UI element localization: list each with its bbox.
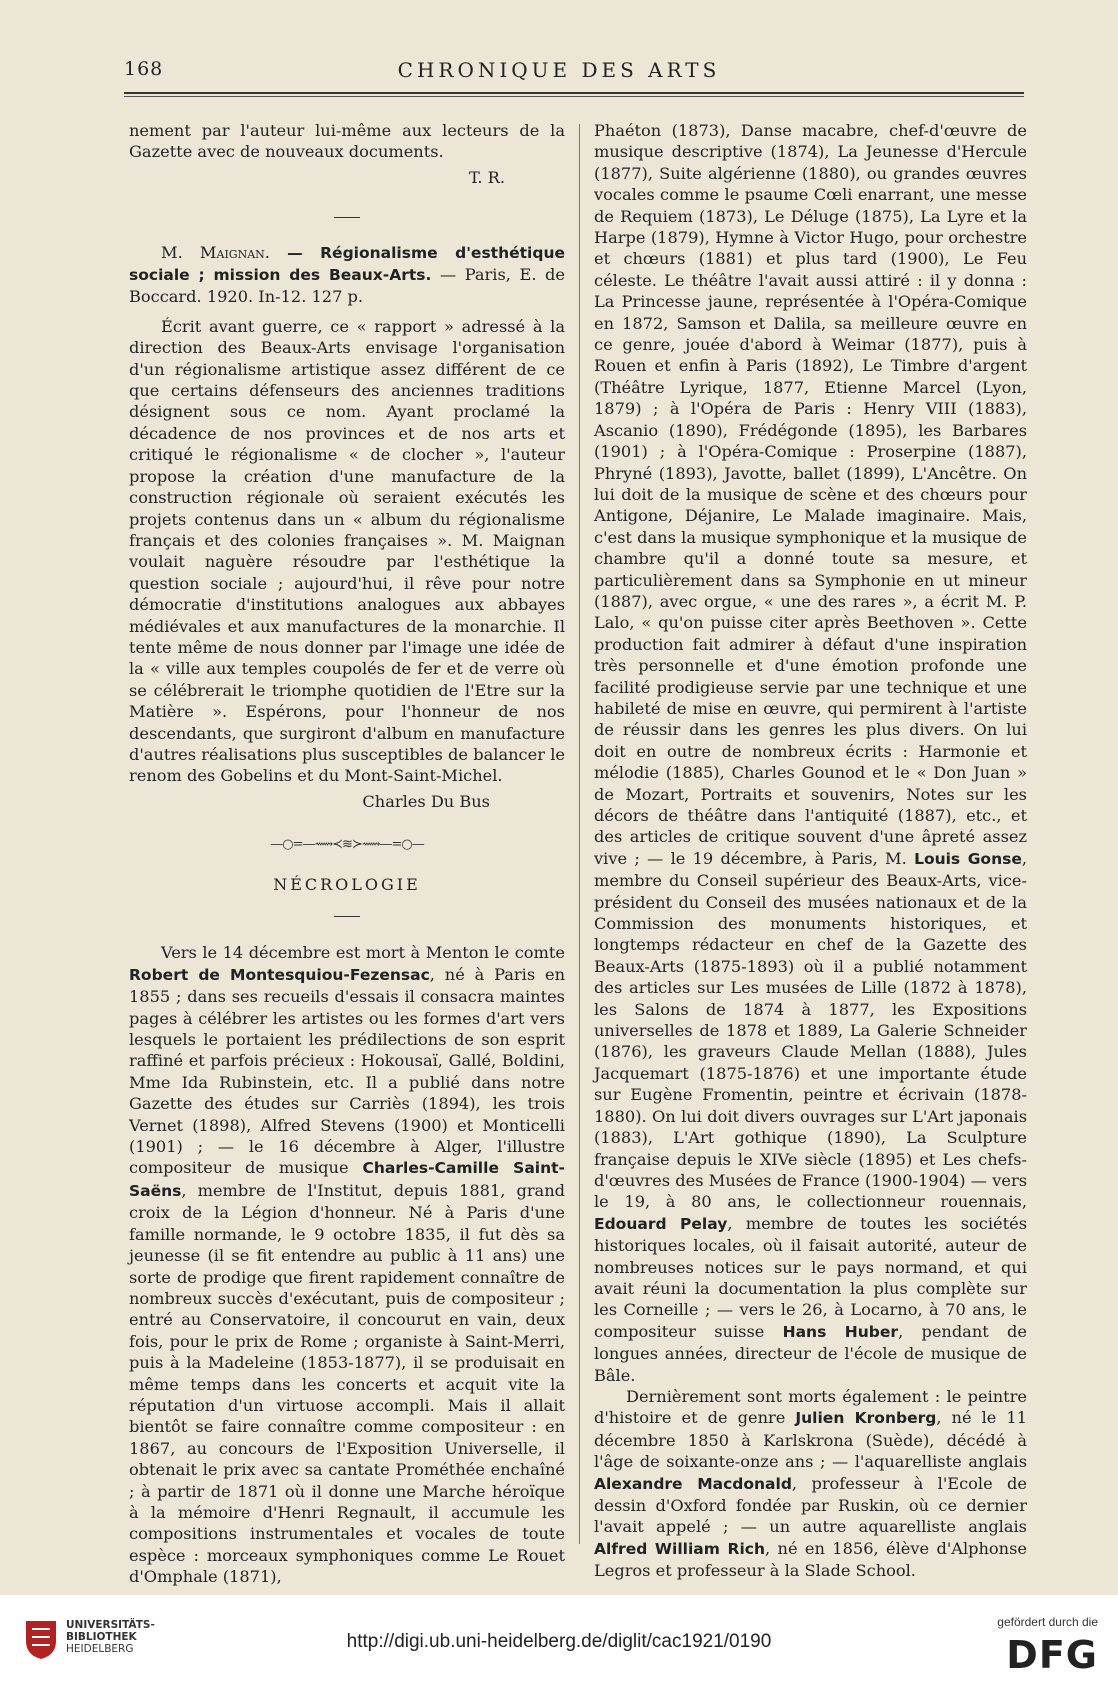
name-rich: Alfred William Rich [594,1539,765,1558]
right-column [594,120,1027,1582]
kronberg-text: , né le 11 décembre 1850 à Karlskrona (Suède), décédé à l'âge de soixante-onze ans ; — l'aquarelliste anglais [594,1408,1027,1472]
separator-dash-2 [129,905,565,926]
necro-text-2: , né à Paris en 1855 ; dans ses recueils d'essais il consacra maintes pages à célébrer les artistes ou les formes d'art vers lesquels le portaient les prédilections de son esprit raffiné et parfois précieux : Hokousaï, Gallé, Boldini, Mme Ida Rubinstein, etc. Il a publié dans notre Gazette des études sur Carriès (1894), les trois Vernet (1898), Alfred Stevens (1900) et Monticelli (1901) ; — le 16 décembre à Alger, l'illustre compositeur de musique [129,964,565,1178]
review-body: Écrit avant guerre, ce « rapport » adressé à la direction des Beaux-Arts envisage l'organisation d'un régionalisme artistique assez différent de ce que certains défenseurs des anciennes traditions désignent sous ce nom. Ayant proclamé la décadence de nos provinces et de nos arts et critiqué le régionalisme « de clocher », l'auteur propose la création d'une manufacture de la construction régionale où seraient exécutés les projets contenus dans un « album du régionalisme français et des colonies françaises ». M. Maignan voulait naguère résoudre par l'esthétique la question sociale ; aujourd'hui, il rêve pour notre démocratie d'institutions analogues aux abbayes médiévales et aux manufactures de la monarchie. Il tente même de nous donner par l'image une idée de la « ville aux temples coupolés de fer et de verre où se célébrerait le triomphe quotidien de l'Etre sur la Matière ». Espérons, pour l'honneur de nos descendants, que surgiront d'album en manufacture d'autres réalisations plus susceptibles de balancer le renom des Gobelins et du Mont-Saint-Michel. [129,316,565,786]
huber-text: , pendant de longues années, directeur de l'école de musique de Bâle. [594,1321,1027,1385]
rich-text: , né en 1856, élève d'Alphonse Legros et professeur à la Slade School. [594,1538,1027,1581]
review-heading [129,242,565,308]
necro-text-3: , membre de l'Institut, depuis 1881, grand croix de la Légion d'honneur. Né à Paris d'une famille normande, le 9 octobre 1835, il fut dès sa jeunesse (il se fit entendre au public à 11 ans) une sorte de prodige que firent rapidement connaître de nombreux succès d'exécutant, puis de compositeur ; entré au Conservatoire, il concourut en vain, deux fois, pour le prix de Rome ; organiste à Saint-Merri, puis à la Madeleine (1853-1877), il se produisait en même temps dans les concerts et acquit vite la réputation d'un virtuose accompli. Mais il allait bientôt se faire connaître comme compositeur : en 1867, au concours de l'Exposition Universelle, il obtenait le prix avec sa cantate Prométhée enchaîné ; à partir de 1871 où il donne une Marche héroïque à la mémoire d'Henri Regnault, il accumule les compositions instrumentales et vocales de toute espèce : morceaux symphoniques comme Le Rouet d'Omphale (1871), [129,1180,565,1587]
paragraph-continuation: nement par l'auteur lui-même aux lecteurs de la Gazette avec de nouveaux documents. [129,121,565,162]
macdonald-text: , professeur à l'Ecole de dessin d'Oxford fondée par Ruskin, où ce dernier l'avait appelé ; — un autre aquarelliste anglais [594,1473,1027,1537]
saint-saens-works: Phaéton (1873), Danse macabre, chef-d'œuvre de musique descriptive (1874), La Jeunesse d'Hercule (1877), Suite algérienne (1880), ou grandes œuvres vocales comme le psaume Cœli enarrant, une messe de Requiem (1873), Le Déluge (1875), La Lyre et la Harpe (1879), Hymne à Victor Hugo, pour orchestre et chœurs (1881) et plus tard (1900), Le Feu céleste. Le théâtre l'avait aussi attiré : il y donna : La Princesse jaune, représentée à l'Opéra-Comique en 1872, Samson et Dalila, sa meilleure œuvre en ce genre, jouée d'abord à Weimar (1877), puis à Rouen et enfin à Paris (1892), Le Timbre d'argent (Théâtre Lyrique, 1877, Etienne Marcel (Lyon, 1879) ; à l'Opéra de Paris : Henry VIII (1883), Ascanio (1890), Frédégonde (1895), les Barbares (1901) ; à l'Opéra-Comique : Proserpine (1887), Phryné (1893), Javotte, ballet (1899), L'Ancêtre. On lui doit de la musique de scène et des chœurs pour Antigone, Déjanire, Le Malade imaginaire. Mais, c'est dans la musique symphonique et la musique de chambre qu'il a donné toute sa mesure, et particulièrement dans sa Symphonie en ut mineur (1887), avec orgue, « une des rares », a écrit M. P. Lalo, « qu'on puisse citer après Beethoven ». Cette production fait admirer à défaut d'une inspiration très personnelle et d'une émotion profonde une facilité prodigieuse servie par une technique et une habileté de mise en œuvre, qui permirent à l'artiste de réussir dans les genres les plus divers. On lui doit en outre de nombreux écrits : Harmonie et mélodie (1885), Charles Gounod et le « Don Juan » de Mozart, Portraits et souvenirs, Notes sur les décors de théâtre dans l'antiquité (1887), etc., et des articles de critique souvent d'une âpreté assez vive ; — le 19 décembre, à Paris, M. [594,121,1027,868]
left-column [129,120,565,1588]
name-saint-saens: Charles-Camille Saint-Saëns [129,1159,565,1200]
pelay-text: , membre de toutes les sociétés historiques locales, où il faisait autorité, auteur de nombreuses notices sur le pays normand, et qui avait réuni la documentation la plus complète sur les Corneille ; — vers le 26, à Locarno, à 70 ans, le compositeur suisse [594,1213,1027,1341]
column-divider [579,124,580,1544]
dfg-logo: DFG [1006,1633,1098,1677]
permalink-url[interactable]: http://digi.ub.uni-heidelberg.de/diglit/cac1921/0190 [346,1631,772,1652]
library-line-2: BIBLIOTHEK [66,1631,137,1643]
review-publication: — Paris, E. de Boccard. 1920. In-12. 127 p. [129,265,565,307]
necro-text-1: Vers le 14 décembre est mort à Menton le comte [161,943,565,963]
name-huber: Hans Huber [782,1322,899,1341]
section-title-necrologie: NÉCROLOGIE [273,874,421,894]
running-title: CHRONIQUE DES ARTS [397,58,721,82]
name-gonse: Louis Gonse [914,849,1022,868]
name-montesquiou: Robert de Montesquiou-Fezensac [129,965,430,984]
page-header [0,58,1118,88]
necrology-paragraph [129,942,565,1587]
funded-by-label: gefördert durch die [997,1615,1098,1629]
review-title: — Régionalisme d'esthétique sociale ; mission des Beaux-Arts. [129,243,565,285]
name-kronberg: Julien Kronberg [795,1409,937,1428]
signature-du-bus: Charles Du Bus [362,791,490,811]
right-paragraph-2 [594,1386,1027,1582]
digitization-footer [0,1595,1118,1684]
gonse-text: , membre du Conseil supérieur des Beaux-Arts, vice-président du Conseil des musées nationaux et de la Commission des monuments historiques, et longtemps rédacteur en chef de la Gazette des Beaux-Arts (1875-1893) où il a publié notamment des articles sur Les musées de Lille (1872 à 1878), les Salons de 1874 à 1877, les Expositions universelles de 1878 et 1889, La Galerie Schneider (1876), les graveurs Claude Mellan (1888), Jules Jacquemart (1875-1876) et une importante étude sur Eugène Fromentin, peintre et écrivain (1878-1880). On lui doit divers ouvrages sur L'Art japonais (1883), L'Art gothique (1890), La Sculpture française depuis le XIVe siècle (1895) et Les chefs-d'œuvres des Musées de France (1900-1904) — vers le 19, à 80 ans, le collectionneur rouennais, [594,848,1028,1212]
library-line-3: HEIDELBERG [66,1643,134,1655]
separator-dash [129,206,565,227]
name-macdonald: Alexandre Macdonald [594,1474,792,1493]
page-number: 168 [124,58,164,80]
library-line-1: UNIVERSITÄTS- [66,1619,155,1631]
recent-deaths-text: Dernièrement sont morts également : le peintre d'histoire et de genre [594,1386,1027,1428]
header-rule [124,92,1024,94]
right-paragraph-1 [594,120,1027,1386]
header-rule-thin [124,96,1024,97]
ornament-divider: —○=—⟿≺≋≻⟿—=○— [270,837,424,853]
signature-tr: T. R. [468,167,505,187]
name-pelay: Edouard Pelay [594,1214,728,1233]
review-author: M. Maignan. [161,242,270,262]
